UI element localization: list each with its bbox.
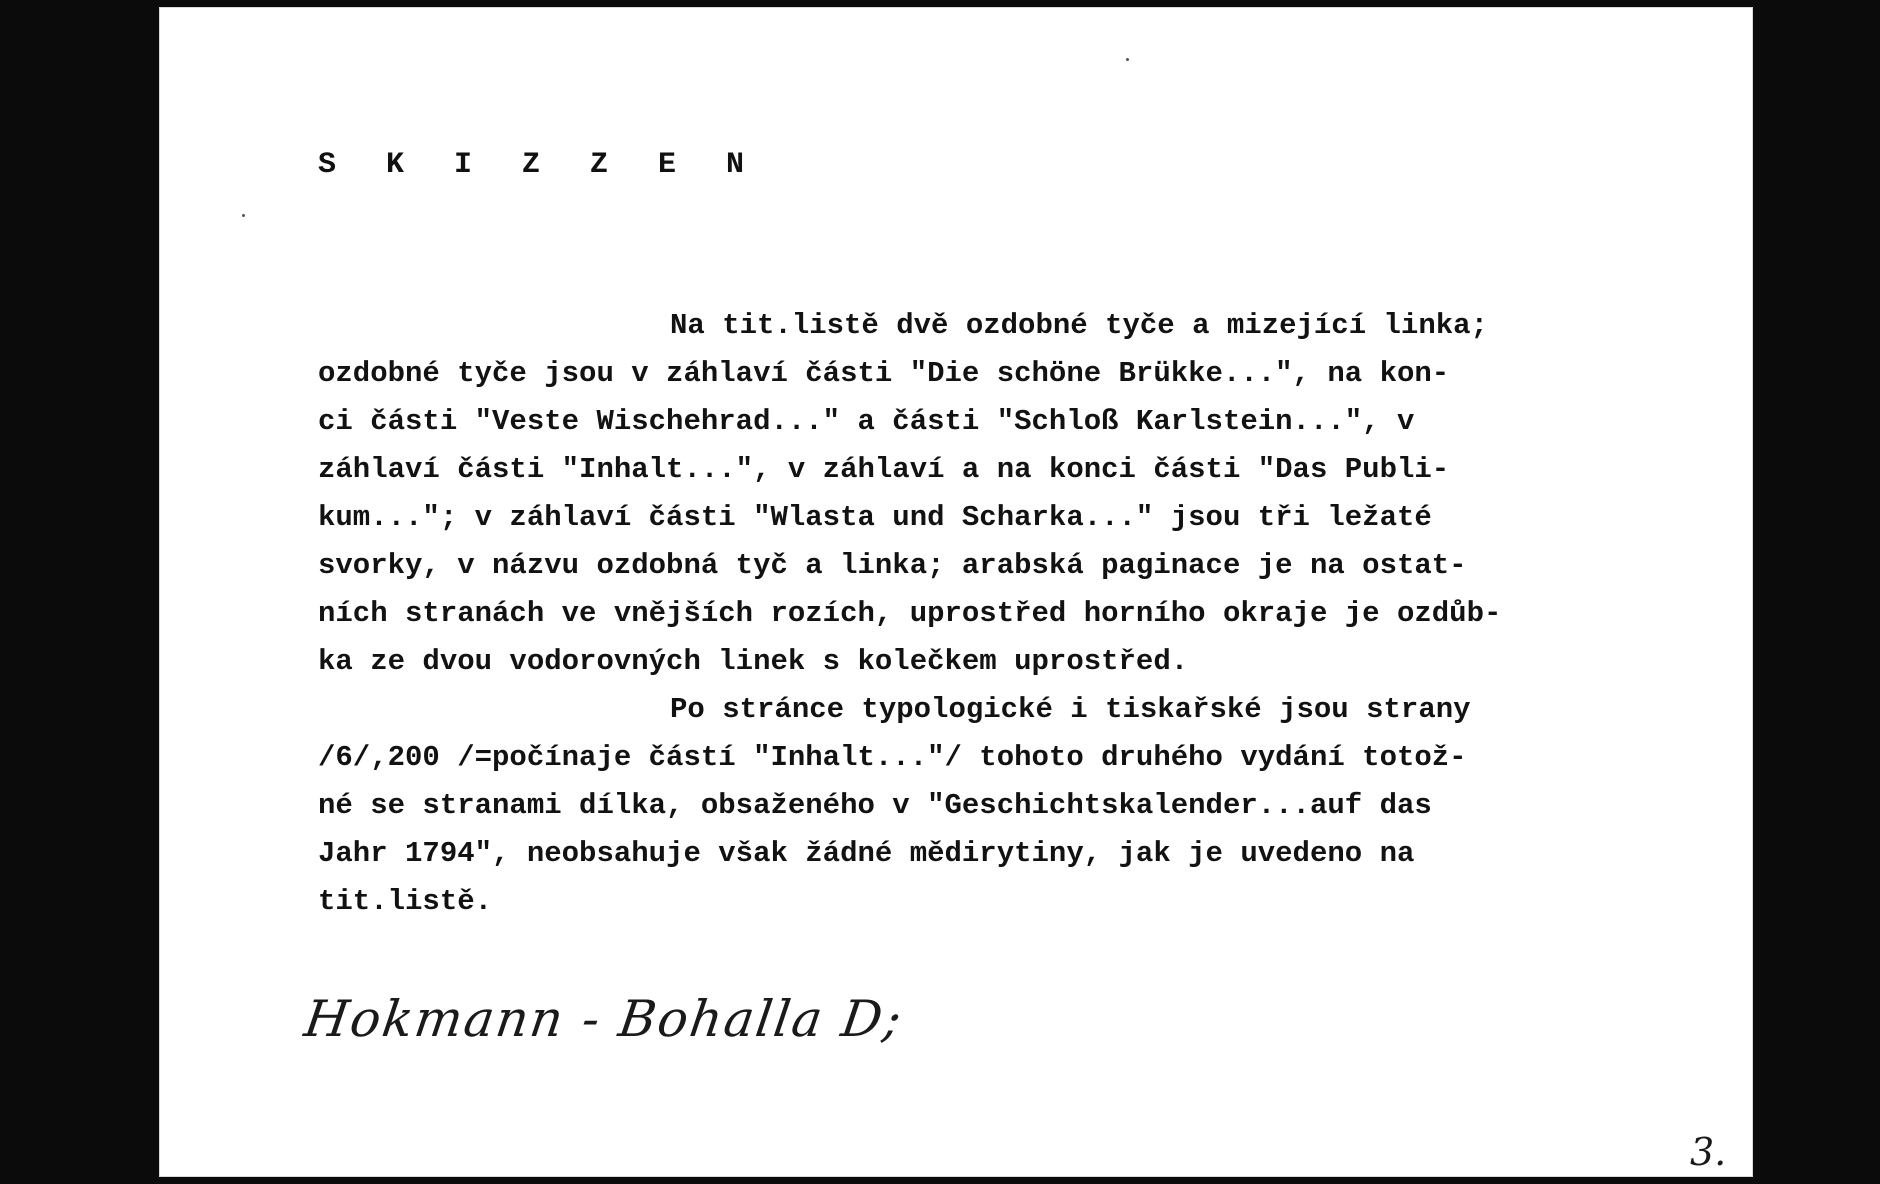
text-line: svorky, v názvu ozdobná tyč a linka; arabská paginace je na ostat- (318, 549, 1467, 582)
text-line: /6/,200 /=počínaje částí "Inhalt..."/ tohoto druhého vydání totož- (318, 741, 1467, 774)
text-line: Na tit.listě dvě ozdobné tyče a mizející linka; (670, 309, 1488, 342)
text-line: kum..."; v záhlaví části "Wlasta und Scharka..." jsou tři ležaté (318, 501, 1432, 534)
text-line: né se stranami dílka, obsaženého v "Geschichtskalender...auf das (318, 789, 1432, 822)
text-line: ka ze dvou vodorovných linek s kolečkem uprostřed. (318, 645, 1189, 678)
text-line: ci části "Veste Wischehrad..." a části "Schloß Karlstein...", v (318, 405, 1415, 438)
text-line: ozdobné tyče jsou v záhlaví části "Die schöne Brükke...", na kon- (318, 357, 1450, 390)
card-title: S K I Z Z E N (318, 148, 761, 182)
text-line: záhlaví části "Inhalt...", v záhlaví a na konci části "Das Publi- (318, 453, 1450, 486)
text-line: tit.listě. (318, 885, 493, 918)
paper-speck (1126, 58, 1129, 61)
text-line: Jahr 1794", neobsahuje však žádné mědirytiny, jak je uvedeno na (318, 837, 1415, 870)
handwritten-signature: Hokmann - Bohalla D; (300, 990, 907, 1048)
text-line: ních stranách ve vnějších rozích, uprostřed horního okraje je ozdůb- (318, 597, 1502, 630)
text-line: Po stránce typologické i tiskařské jsou strany (670, 693, 1471, 726)
paper-speck (242, 214, 245, 217)
page-number: 3. (1690, 1130, 1727, 1174)
card-body (318, 302, 1738, 926)
